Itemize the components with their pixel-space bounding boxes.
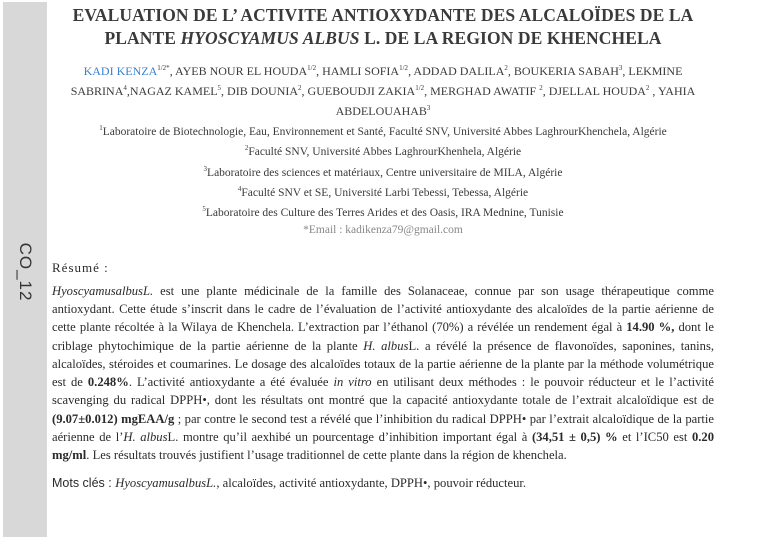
first-author: KADI KENZA xyxy=(83,64,158,78)
keywords xyxy=(52,474,714,492)
affiliation-5 xyxy=(92,201,674,221)
author-affiliation-sup: 5 xyxy=(217,84,222,92)
paper-title xyxy=(52,4,714,50)
keywords-species: HyoscyamusalbusL. xyxy=(115,475,217,490)
keywords-label: Mots clés : xyxy=(52,475,116,490)
title-line-2-pre: PLANTE xyxy=(104,28,181,48)
author-affiliation-sup: 1/2 xyxy=(399,64,409,72)
abstract-part: . Les résultats trouvés justifient l’usage traditionnel de cette plante dans la région de khenchela. xyxy=(86,448,567,463)
affiliation-3-text: Laboratoire des sciences et matériaux, Centre universitaire de MILA, Algérie xyxy=(207,166,563,179)
species-name: HyoscyamusalbusL. xyxy=(52,283,154,298)
session-code-label xyxy=(3,242,47,302)
abstract-text xyxy=(52,282,714,465)
affiliation-4-text: Faculté SNV et SE, Université Larbi Tebessi, Tebessa, Algérie xyxy=(241,186,529,199)
document-body xyxy=(52,4,714,492)
title-line-1: EVALUATION DE L’ ACTIVITE ANTIOXYDANTE DES ALCALOÏDES DE LA xyxy=(72,5,694,25)
abstract-part: L. a révélé la présence de flavonoïdes, saponines, tanins, alcaloïdes, stéroides et coumarines. Le dosage des alcaloïdes totaux de la partie aérienne de la plante par la méthode volumétrique est de xyxy=(52,338,714,390)
affiliation-4 xyxy=(92,181,674,201)
title-line-2-post: L. DE LA REGION DE KHENCHELA xyxy=(359,28,662,48)
species-short: H. albus xyxy=(123,430,168,445)
abstract-part: . L’activité antioxydante a été évaluée xyxy=(128,375,334,390)
author-affiliation-sup: 2 xyxy=(298,84,302,92)
affiliation-2-sup: 2 xyxy=(244,144,249,153)
ic50-value: 0.20 mg/ml xyxy=(52,430,714,463)
author-name: , DIB DOUNIA xyxy=(221,84,299,98)
author-affiliation-sup: 2 xyxy=(504,64,508,72)
affiliation-2 xyxy=(92,140,674,160)
contact-email[interactable]: *Email : kadikenza79@gmail.com xyxy=(303,223,463,236)
affiliations xyxy=(52,120,714,222)
author-list xyxy=(52,60,714,120)
affiliation-1-sup: 1 xyxy=(99,124,103,132)
author-name: , HAMLI SOFIA xyxy=(316,64,400,78)
affiliation-3-sup: 3 xyxy=(203,164,208,173)
author-affiliation-sup: 3 xyxy=(426,104,431,112)
author-name: , BOUKERIA SABAH xyxy=(507,64,619,78)
abstract-part: ; par contre le second test a révélé que l’inhibition du radical DPPH• par l’extrait alcaloïdique de la partie aérienne de l’ xyxy=(52,411,715,445)
keywords-list: , alcaloïdes, activité antioxydante, DPPH•, pouvoir réducteur. xyxy=(216,475,527,490)
abstract-part: dont le criblage phytochimique de la partie aérienne de la plante xyxy=(52,320,714,353)
author-name: , LEKMINE SABRINA xyxy=(70,64,683,98)
sidebar-band xyxy=(3,2,47,537)
session-code-text: CO_12 xyxy=(16,242,35,302)
title-species: HYOSCYAMUS ALBUS xyxy=(180,28,360,48)
abstract-part: est une plante médicinale de la famille des Solanaceae, connue par son usage thérapeutique comme antioxydant. Cette étude s’inscrit dans le cadre de l’évaluation de l’activité antioxydante des alcaloïdes de la partie aérienne de cette plante récoltée à la Wilaya de Khenchela. L’extraction par l’éthanol (70%) a révélée un rendement égal à xyxy=(52,283,714,335)
alkaloid-value: 0.248% xyxy=(87,375,129,390)
inhibition-value: (34,51 ± 0,5) % xyxy=(531,430,618,445)
author-name: , MERGHAD AWATIF xyxy=(424,84,540,98)
species-short: H. albus xyxy=(363,338,409,353)
abstract-part: L. montre qu’il aexhibé un pourcentage d’inhibition important égal à xyxy=(167,430,532,445)
affiliation-3 xyxy=(92,161,674,181)
capacity-value: (9.07±0.012) mgEAA/g xyxy=(52,411,175,426)
author-affiliation-sup: 2 xyxy=(645,84,650,92)
affiliation-4-sup: 4 xyxy=(237,184,242,193)
author-name: , YAHIA ABDELOUAHAB xyxy=(335,84,696,118)
abstract-heading: Résumé : xyxy=(52,259,109,275)
author-affiliation-sup: 2 xyxy=(539,84,543,92)
author-name: , AYEB NOUR EL HOUDA xyxy=(169,64,308,78)
author-name: , ADDAD DALILA xyxy=(408,64,505,78)
author-affiliation-sup: 1/2 xyxy=(415,84,425,92)
author-affiliation-sup: 1/2 xyxy=(307,64,317,72)
author-name: , DJELLAL HOUDA xyxy=(542,84,646,98)
affiliation-1-text: Laboratoire de Biotechnologie, Eau, Environnement et Santé, Faculté SNV, Université Abbes LaghrourKhenchela, Algérie xyxy=(102,125,667,138)
author-affiliation-sup: 3 xyxy=(618,64,623,72)
yield-value: 14.90 %, xyxy=(626,320,675,335)
first-author-sup: 1/2* xyxy=(157,64,170,72)
author-name: , GUEBOUDJI ZAKIA xyxy=(301,84,416,98)
author-rest xyxy=(71,64,696,118)
in-vitro-term: in vitro xyxy=(333,375,372,390)
affiliation-5-text: Laboratoire des Culture des Terres Arides et des Oasis, IRA Mednine, Tunisie xyxy=(205,207,564,220)
affiliation-5-sup: 5 xyxy=(202,205,206,214)
author-affiliation-sup: 4 xyxy=(123,84,127,92)
affiliation-2-text: Faculté SNV, Université Abbes LaghrourKhenhela, Algérie xyxy=(248,146,522,159)
abstract-part: et l’IC50 est xyxy=(617,430,692,445)
abstract-part: en utilisant deux méthodes : le pouvoir réducteur et le l’activité scavenging du radical DPPH•, dont les résultats ont montré que la capacité antioxydante totale de l’extrait alcaloïdique est de xyxy=(52,375,714,408)
author-name: ,NAGAZ KAMEL xyxy=(126,84,218,98)
affiliation-1 xyxy=(92,120,674,140)
